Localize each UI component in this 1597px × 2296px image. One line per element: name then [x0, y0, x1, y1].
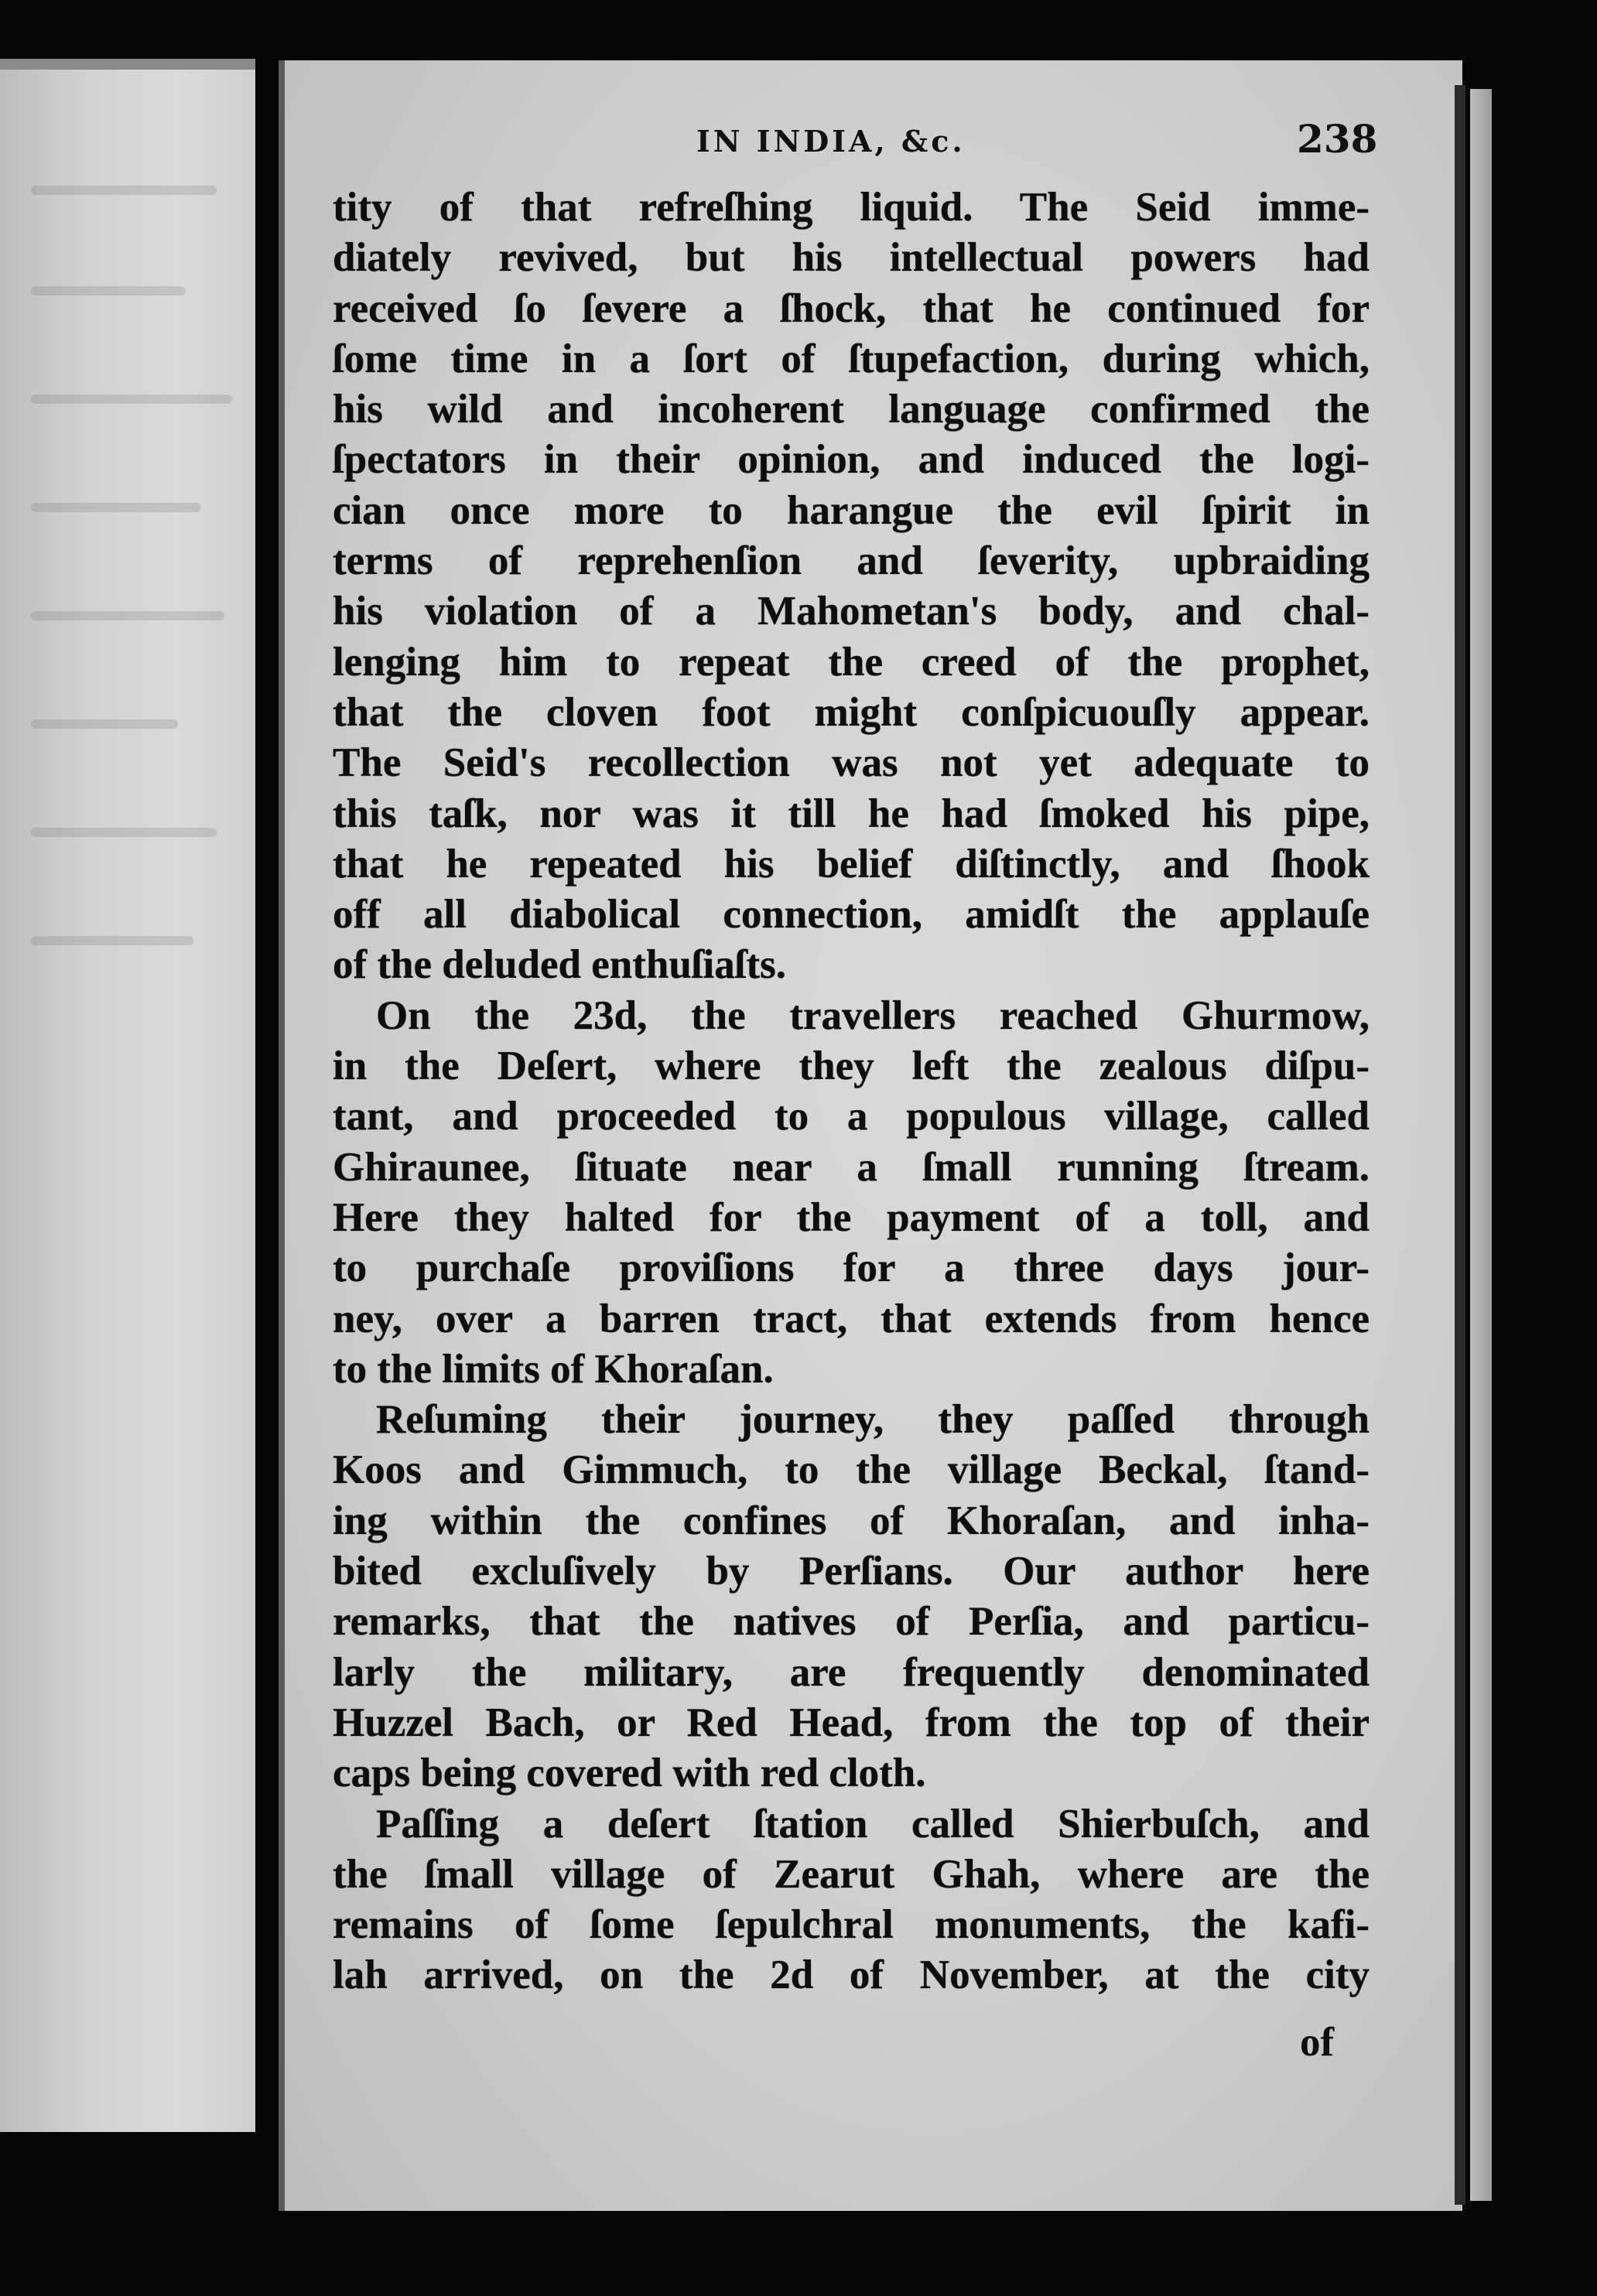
text-line: to purchaſe proviſions for a three days jour-	[333, 1245, 1370, 1291]
running-head: IN INDIA, &c.	[696, 124, 966, 159]
text-line: remains of ſome ſepulchral monuments, the kafi-	[333, 1902, 1370, 1948]
catchword: of	[1300, 2020, 1335, 2065]
text-line: bited excluſively by Perſians. Our author here	[333, 1549, 1370, 1594]
adjacent-page-fragment	[0, 59, 255, 2132]
text-line: remarks, that the natives of Perſia, and particu-	[333, 1599, 1370, 1645]
page-gutter-shadow	[1455, 85, 1465, 2205]
text-line: larly the military, are frequently denominated	[333, 1649, 1370, 1695]
text-line: cian once more to harangue the evil ſpirit in	[333, 487, 1370, 533]
text-line: The Seid's recollection was not yet adequate to	[333, 740, 1370, 786]
text-line: lenging him to repeat the creed of the prophet,	[333, 639, 1370, 685]
text-line: that the cloven foot might conſpicuouſly appear.	[333, 689, 1370, 735]
text-line: received ſo ſevere a ſhock, that he continued for	[333, 285, 1370, 331]
text-line: Huzzel Bach, or Red Head, from the top of their	[333, 1700, 1370, 1745]
text-line: ney, over a barren tract, that extends from hence	[333, 1296, 1370, 1341]
text-line: to the limits of Khoraſan.	[333, 1346, 774, 1392]
text-line: his wild and incoherent language confirmed the	[333, 387, 1370, 432]
text-line: terms of reprehenſion and ſeverity, upbraiding	[333, 538, 1370, 584]
text-line: tity of that refreſhing liquid. The Seid imme-	[333, 185, 1370, 230]
text-line: Reſuming their journey, they paſſed through	[376, 1397, 1370, 1443]
text-line: Paſſing a deſert ſtation called Shierbuſch, and	[376, 1801, 1370, 1847]
text-line: of the deluded enthuſiaſts.	[333, 942, 787, 988]
text-line: On the 23d, the travellers reached Ghurmow,	[376, 993, 1370, 1038]
body-text	[333, 183, 1370, 2001]
text-line: Ghiraunee, ſituate near a ſmall running ſtream.	[333, 1144, 1370, 1190]
text-line: caps being covered with red cloth.	[333, 1751, 926, 1796]
text-line: this taſk, nor was it till he had ſmoked his pipe,	[333, 791, 1370, 836]
text-line: Here they halted for the payment of a toll, and	[333, 1194, 1370, 1240]
text-line: in the Deſert, where they left the zealous diſpu-	[333, 1044, 1370, 1089]
text-line: Koos and Gimmuch, to the village Beckal, ſtand-	[333, 1447, 1370, 1493]
text-line: tant, and proceeded to a populous village, called	[333, 1094, 1370, 1139]
text-line: ing within the confines of Khoraſan, and inha-	[333, 1498, 1370, 1543]
text-line: diately revived, but his intellectual powers had	[333, 235, 1370, 281]
text-line: his violation of a Mahometan's body, and chal-	[333, 589, 1370, 634]
text-line: the ſmall village of Zearut Ghah, where are the	[333, 1851, 1370, 1897]
text-line: ſpectators in their opinion, and induced the logi-	[333, 437, 1370, 483]
page-edge	[1470, 89, 1492, 2201]
text-line: ſome time in a ſort of ſtupefaction, during which,	[333, 336, 1370, 381]
text-line: lah arrived, on the 2d of November, at the city	[333, 1953, 1370, 1998]
text-line: off all diabolical connection, amidſt the applauſe	[333, 892, 1370, 938]
page-number: 238	[1297, 116, 1378, 162]
text-line: that he repeated his belief diſtinctly, and ſhook	[333, 841, 1370, 887]
